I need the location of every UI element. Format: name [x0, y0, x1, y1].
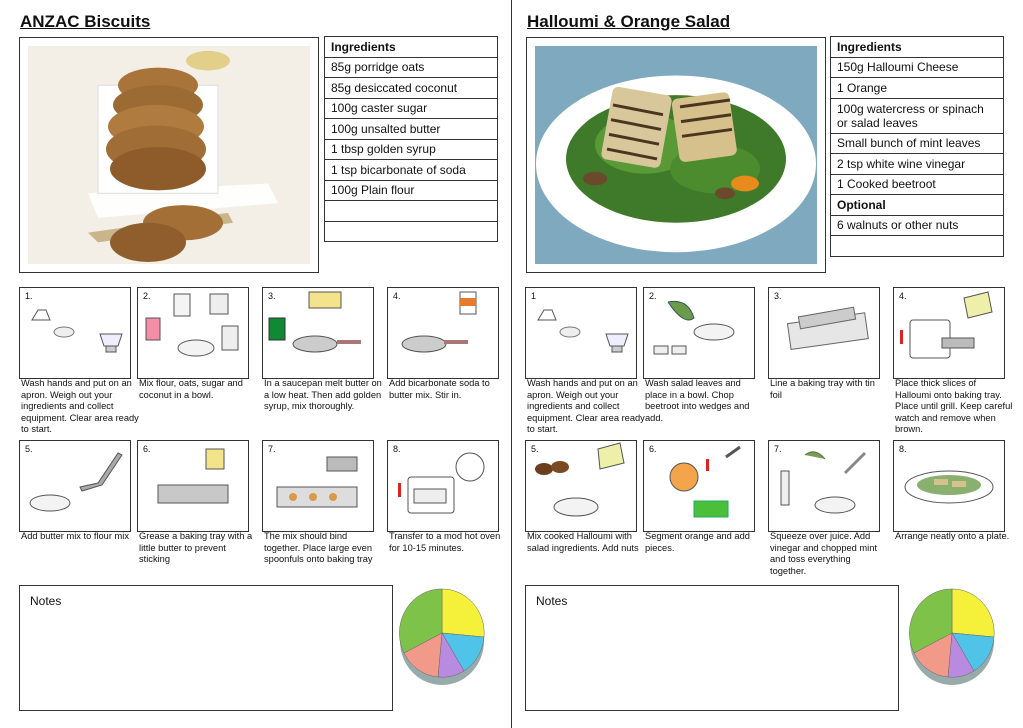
ingredient-row-empty [324, 200, 498, 222]
step-6-instruction: Grease a baking tray with a little butter to prevent sticking [139, 531, 253, 564]
ingredient-row: 1 tsp bicarbonate of soda [324, 159, 498, 181]
step-6-instruction: Segment orange and add pieces. [645, 531, 750, 553]
step-5-card [19, 440, 131, 532]
baking-tray-icon [138, 441, 248, 531]
step-8-instruction: Arrange neatly onto a plate. [895, 531, 1010, 541]
halloumi-recipe-panel [512, 0, 1022, 728]
ingredient-row: Ingredients [830, 36, 1004, 58]
anzac-biscuits-photo [28, 46, 310, 264]
recipe-photo-frame [19, 37, 319, 273]
step-8-card [387, 440, 499, 532]
step-5-card [525, 440, 637, 532]
step-2-card [137, 287, 249, 379]
step-5-instruction: Mix cooked Halloumi with salad ingredients. Add nuts [527, 531, 639, 553]
step-2-instruction: Wash salad leaves and place in a bowl. Chop beetroot into wedges and add. [645, 378, 750, 423]
oven-timer-icon [388, 441, 498, 531]
hand-washing-icon [20, 288, 130, 378]
notes-label: Notes [30, 594, 62, 608]
nuts-cheese-icon [526, 441, 636, 531]
ingredient-row: Ingredients [324, 36, 498, 58]
ingredient-row: 150g Halloumi Cheese [830, 57, 1004, 79]
step-7-card [262, 440, 374, 532]
anzac-recipe-panel [0, 0, 510, 728]
ingredient-row: 1 Orange [830, 77, 1004, 99]
step-3-card [262, 287, 374, 379]
salad-plate-icon [894, 441, 1004, 531]
step-3-instruction: In a saucepan melt butter on a low heat. Then add golden syrup, mix thoroughly. [264, 378, 382, 411]
step-8-instruction: Transfer to a mod hot oven for 10-15 minutes. [389, 531, 501, 553]
step-2-instruction: Mix flour, oats, sugar and coconut in a bowl. [139, 378, 243, 400]
ingredient-row: Small bunch of mint leaves [830, 133, 1004, 155]
bicarbonate-saucepan-icon [388, 288, 498, 378]
ingredient-row: 1 Cooked beetroot [830, 174, 1004, 196]
notes-box[interactable] [525, 585, 899, 711]
step-8-card [893, 440, 1005, 532]
step-1-card [19, 287, 131, 379]
step-6-card [643, 440, 755, 532]
step-number: 5. [531, 444, 539, 454]
ingredient-row: Optional [830, 194, 1004, 216]
step-number: 8. [393, 444, 401, 454]
step-7-card [768, 440, 880, 532]
grill-icon [894, 288, 1004, 378]
ingredients-table [324, 37, 498, 242]
recipe-title: Halloumi & Orange Salad [527, 12, 731, 31]
hand-washing-icon [526, 288, 636, 378]
butter-saucepan-icon [263, 288, 373, 378]
step-number: 6. [143, 444, 151, 454]
step-1-instruction: Wash hands and put on an apron. Weigh out your ingredients and collect equipment. Clear area ready to start. [527, 378, 645, 434]
step-7-instruction: Squeeze over juice. Add vinegar and chopped mint and toss everything together. [770, 531, 877, 576]
step-3-card [768, 287, 880, 379]
step-4-instruction: Add bicarbonate soda to butter mix. Stir in. [389, 378, 490, 400]
ingredient-row: 2 tsp white wine vinegar [830, 153, 1004, 175]
step-number: 1 [531, 291, 537, 301]
step-1-card [525, 287, 637, 379]
ingredients-table [830, 37, 1004, 257]
ingredient-row-empty [324, 221, 498, 243]
step-3-instruction: Line a baking tray with tin foil [770, 378, 875, 400]
step-number: 7. [774, 444, 782, 454]
step-number: 6. [649, 444, 657, 454]
salad-leaves-icon [644, 288, 754, 378]
halloumi-salad-photo [535, 46, 817, 264]
mixing-bowl-icon [20, 441, 130, 531]
step-number: 4. [393, 291, 401, 301]
step-4-instruction: Place thick slices of Halloumi onto baking tray. Place until grill. Keep careful watch and remove when brown. [895, 378, 1013, 434]
spoon-tray-icon [263, 441, 373, 531]
tin-foil-icon [769, 288, 879, 378]
notes-box[interactable] [19, 585, 393, 711]
pie-icon [908, 583, 996, 687]
notes-label: Notes [536, 594, 568, 608]
step-5-instruction: Add butter mix to flour mix [21, 531, 129, 541]
step-2-card [643, 287, 755, 379]
orange-knife-icon [644, 441, 754, 531]
vinegar-mint-icon [769, 441, 879, 531]
step-1-instruction: Wash hands and put on an apron. Weigh out your ingredients and collect equipment. Clear area ready to start. [21, 378, 139, 434]
ingredient-row: 1 tbsp golden syrup [324, 139, 498, 161]
ingredient-row: 85g desiccated coconut [324, 77, 498, 99]
step-number: 4. [899, 291, 907, 301]
recipe-title: ANZAC Biscuits [20, 12, 151, 31]
step-number: 7. [268, 444, 276, 454]
step-number: 8. [899, 444, 907, 454]
step-6-card [137, 440, 249, 532]
ingredient-row: 100g watercress or spinach or salad leaves [830, 98, 1004, 134]
step-number: 3. [774, 291, 782, 301]
step-number: 3. [268, 291, 276, 301]
step-number: 1. [25, 291, 33, 301]
ingredient-row: 100g caster sugar [324, 98, 498, 120]
ingredient-row: 100g unsalted butter [324, 118, 498, 140]
step-number: 2. [143, 291, 151, 301]
step-4-card [387, 287, 499, 379]
recipe-photo-frame [526, 37, 826, 273]
ingredient-packets-icon [138, 288, 248, 378]
step-4-card [893, 287, 1005, 379]
step-number: 5. [25, 444, 33, 454]
ingredient-row: 85g porridge oats [324, 57, 498, 79]
ingredient-row: 100g Plain flour [324, 180, 498, 202]
pie-icon [398, 583, 486, 687]
step-number: 2. [649, 291, 657, 301]
ingredient-row: 6 walnuts or other nuts [830, 215, 1004, 237]
step-7-instruction: The mix should bind together. Place large even spoonfuls onto baking tray [264, 531, 373, 564]
ingredient-row-empty [830, 235, 1004, 257]
